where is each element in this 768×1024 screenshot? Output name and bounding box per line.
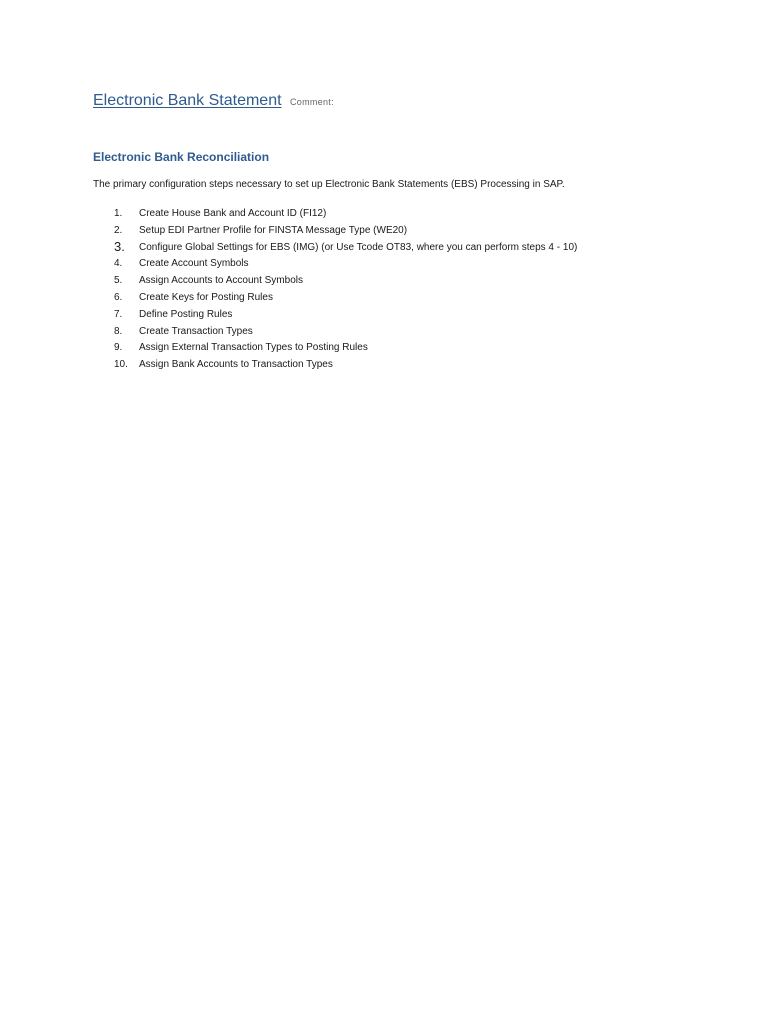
list-item-text: Create Transaction Types: [139, 325, 253, 337]
list-item-text: Define Posting Rules: [139, 308, 233, 320]
list-item-number: 9.: [114, 342, 123, 354]
list-item-text: Configure Global Settings for EBS (IMG) (or Use Tcode OT83, where you can perform steps 4 - 10): [139, 241, 578, 253]
list-item-number: 7.: [114, 308, 123, 320]
list-item: [93, 357, 693, 374]
list-item-number: 2.: [114, 224, 123, 236]
list-item-number: 10.: [114, 359, 128, 371]
comment-label: Comment:: [290, 97, 334, 107]
list-item-text: Assign Accounts to Account Symbols: [139, 275, 303, 287]
list-item-number: 1.: [114, 208, 123, 219]
section-heading: Electronic Bank Reconciliation: [93, 150, 270, 164]
intro-paragraph: The primary configuration steps necessary to set up Electronic Bank Statements (EBS) Processing in SAP.: [93, 179, 565, 190]
list-item: [93, 256, 693, 273]
list-item: [93, 324, 693, 341]
list-item: [93, 240, 693, 257]
list-item: [93, 340, 693, 357]
list-item-text: Assign External Transaction Types to Posting Rules: [139, 342, 368, 354]
list-item-text: Create House Bank and Account ID (FI12): [139, 208, 327, 219]
list-item: [93, 273, 693, 290]
list-item: [93, 223, 693, 240]
list-item: [93, 290, 693, 307]
list-item-number: 6.: [114, 291, 123, 303]
list-item-text: Create Keys for Posting Rules: [139, 291, 273, 303]
list-item-number: 5.: [114, 275, 123, 287]
list-item-number: 4.: [114, 258, 123, 270]
list-item-text: Create Account Symbols: [139, 258, 249, 270]
list-item: [93, 307, 693, 324]
list-item-text: Setup EDI Partner Profile for FINSTA Message Type (WE20): [139, 224, 408, 236]
list-item: [93, 206, 693, 223]
list-item-number: 3.: [114, 238, 125, 254]
steps-list: [93, 206, 693, 374]
title-line: [93, 92, 334, 110]
list-item-number: 8.: [114, 325, 123, 337]
document-title-link[interactable]: Electronic Bank Statement: [93, 92, 282, 109]
list-item-text: Assign Bank Accounts to Transaction Types: [139, 359, 333, 371]
